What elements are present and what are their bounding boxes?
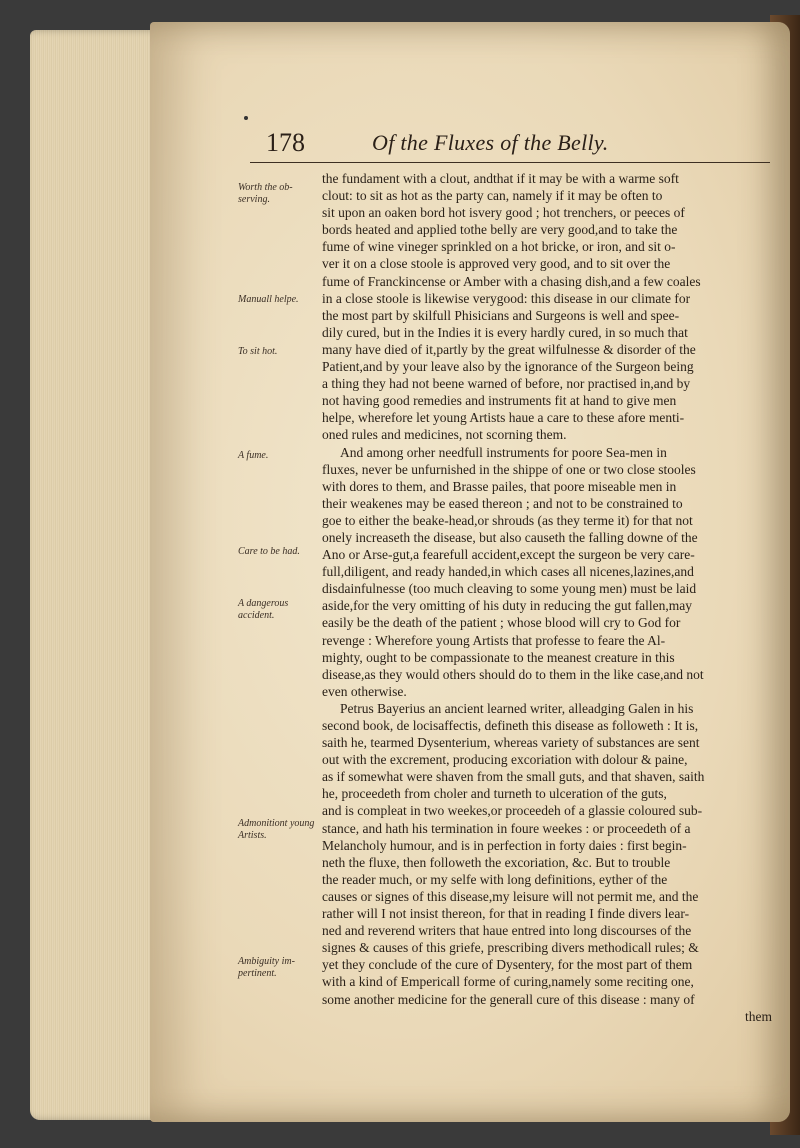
- text-line: he, proceedeth from choler and turneth to ulceration of the guts,: [322, 786, 667, 802]
- text-line: rather will I not insist thereon, for that in reading I finde divers lear-: [322, 906, 690, 922]
- margin-note: A fume.: [238, 450, 269, 461]
- text-line: as if somewhat were shaven from the small guts, and that shaven, saith: [322, 769, 705, 785]
- text-line: dily cured, but in the Indies it is every hardly cured, in so much that: [322, 324, 688, 340]
- margin-note: Worth the ob-serving.: [238, 182, 293, 205]
- text-line: their weakenes may be eased thereon ; and not to be constrained to: [322, 495, 683, 511]
- text-line: neth the fluxe, then followeth the excoriation, &c. But to trouble: [322, 854, 671, 870]
- running-title: Of the Fluxes of the Belly.: [372, 130, 609, 155]
- text-line: Ano or Arse-gut,a fearefull accident,except the surgeon be very care-: [322, 547, 695, 563]
- page-mark: [244, 116, 248, 120]
- text-line: disdainfulnesse (too much cleaving to some young men) must be laid: [322, 581, 697, 597]
- text-line: out with the excrement, producing excoriation with dolour & paine,: [322, 752, 688, 768]
- margin-note: Manuall helpe.: [238, 294, 299, 305]
- text-line: ver it on a close stoole is approved very good, and to sit over the: [322, 256, 671, 272]
- text-line: ned and reverend writers that haue entred into long discourses of the: [322, 923, 692, 939]
- margin-note: To sit hot.: [238, 346, 278, 357]
- text-line: fume of wine vineger sprinkled on a hot bricke, or iron, and sit o-: [322, 239, 676, 255]
- page-header: [250, 122, 770, 163]
- text-line: causes or signes of this disease,my leisure will not permit me, and the: [322, 888, 699, 904]
- text-line: the fundament with a clout, andthat if it may be with a warme soft: [322, 171, 679, 186]
- text-line: bords heated and applied tothe belly are very good,and to take the: [322, 222, 678, 238]
- text-line: yet they conclude of the cure of Dysentery, for the most part of them: [322, 957, 693, 973]
- margin-note: A dangerous accident.: [238, 598, 289, 621]
- text-line: a thing they had not beene warned of before, nor practised in,and by: [322, 376, 691, 392]
- text-line: aside,for the very omitting of his duty in reducing the gut fallen,may: [322, 598, 693, 614]
- body-text: [322, 170, 772, 1025]
- text-line: them: [745, 1008, 772, 1024]
- text-line: in a close stoole is likewise verygood: this disease in our climate for: [322, 290, 691, 306]
- text-line: not having good remedies and instruments fit at hand to give men: [322, 393, 677, 409]
- text-line: Melancholy humour, and is in perfection in forty daies : first begin-: [322, 837, 687, 853]
- text-line: goe to either the beake-head,or shrouds (as they terme it) for that not: [322, 512, 693, 528]
- text-line: mighty, ought to be compassionate to the meanest creature in this: [322, 649, 675, 665]
- page-number: 178: [266, 128, 305, 157]
- text-line: Patient,and by your leave also by the ignorance of the Surgeon being: [322, 359, 694, 375]
- text-line: And among orher needfull instruments for poore Sea-men in: [340, 444, 667, 460]
- text-line: signes & causes of this griefe, prescribing divers methodicall rules; &: [322, 940, 699, 956]
- text-line: second book, de locisaffectis, defineth this disease as followeth : It is,: [322, 718, 699, 733]
- text-line: even otherwise.: [322, 683, 407, 699]
- margin-note: Admonitiont young Artists.: [238, 818, 315, 841]
- text-line: revenge : Wherefore young Artists that professe to feare the Al-: [322, 632, 666, 648]
- text-line: onely increaseth the disease, but also causeth the falling downe of the: [322, 529, 698, 545]
- text-line: the most part by skilfull Phisicians and Surgeons is well and spee-: [322, 307, 680, 323]
- text-line: easily be the death of the patient ; whose blood will cry to God for: [322, 615, 681, 631]
- text-line: saith he, tearmed Dysenterium, whereas variety of substances are sent: [322, 735, 700, 751]
- text-line: with a kind of Empericall forme of curing,namely some reciting one,: [322, 974, 694, 990]
- page-edges: [30, 30, 165, 1120]
- margin-note: Ambiguity im-pertinent.: [238, 956, 295, 979]
- text-line: fume of Franckincense or Amber with a chasing dish,and a few coales: [322, 273, 701, 289]
- text-line: Petrus Bayerius an ancient learned writer, alleadging Galen in his: [340, 700, 694, 716]
- text-line: the reader much, or my selfe with long definitions, eyther of the: [322, 871, 668, 887]
- text-line: sit upon an oaken bord hot isvery good ; hot trenchers, or peeces of: [322, 205, 685, 221]
- text-line: and is compleat in two weekes,or proceedeh of a glassie coloured sub-: [322, 803, 703, 819]
- text-line: many have died of it,partly by the great wilfulnesse & disorder of the: [322, 341, 696, 357]
- text-line: some another medicine for the generall cure of this disease : many of: [322, 991, 695, 1007]
- text-line: clout: to sit as hot as the party can, namely if it may be often to: [322, 188, 663, 204]
- margin-note: Care to be had.: [238, 546, 300, 557]
- text-line: helpe, wherefore let young Artists haue a care to these afore menti-: [322, 410, 685, 426]
- text-line: fluxes, never be unfurnished in the shippe of one or two close stooles: [322, 461, 696, 477]
- text-line: stance, and hath his termination in foure weekes : or proceedeth of a: [322, 820, 691, 836]
- text-line: full,diligent, and ready handed,in which cases all nicenes,lazines,and: [322, 564, 694, 580]
- text-line: disease,as they would others should do to them in the like case,and not: [322, 666, 704, 682]
- text-line: with dores to them, and Brasse pailes, that poore miseable men in: [322, 478, 677, 494]
- text-line: oned rules and medicines, not scorning them.: [322, 427, 567, 443]
